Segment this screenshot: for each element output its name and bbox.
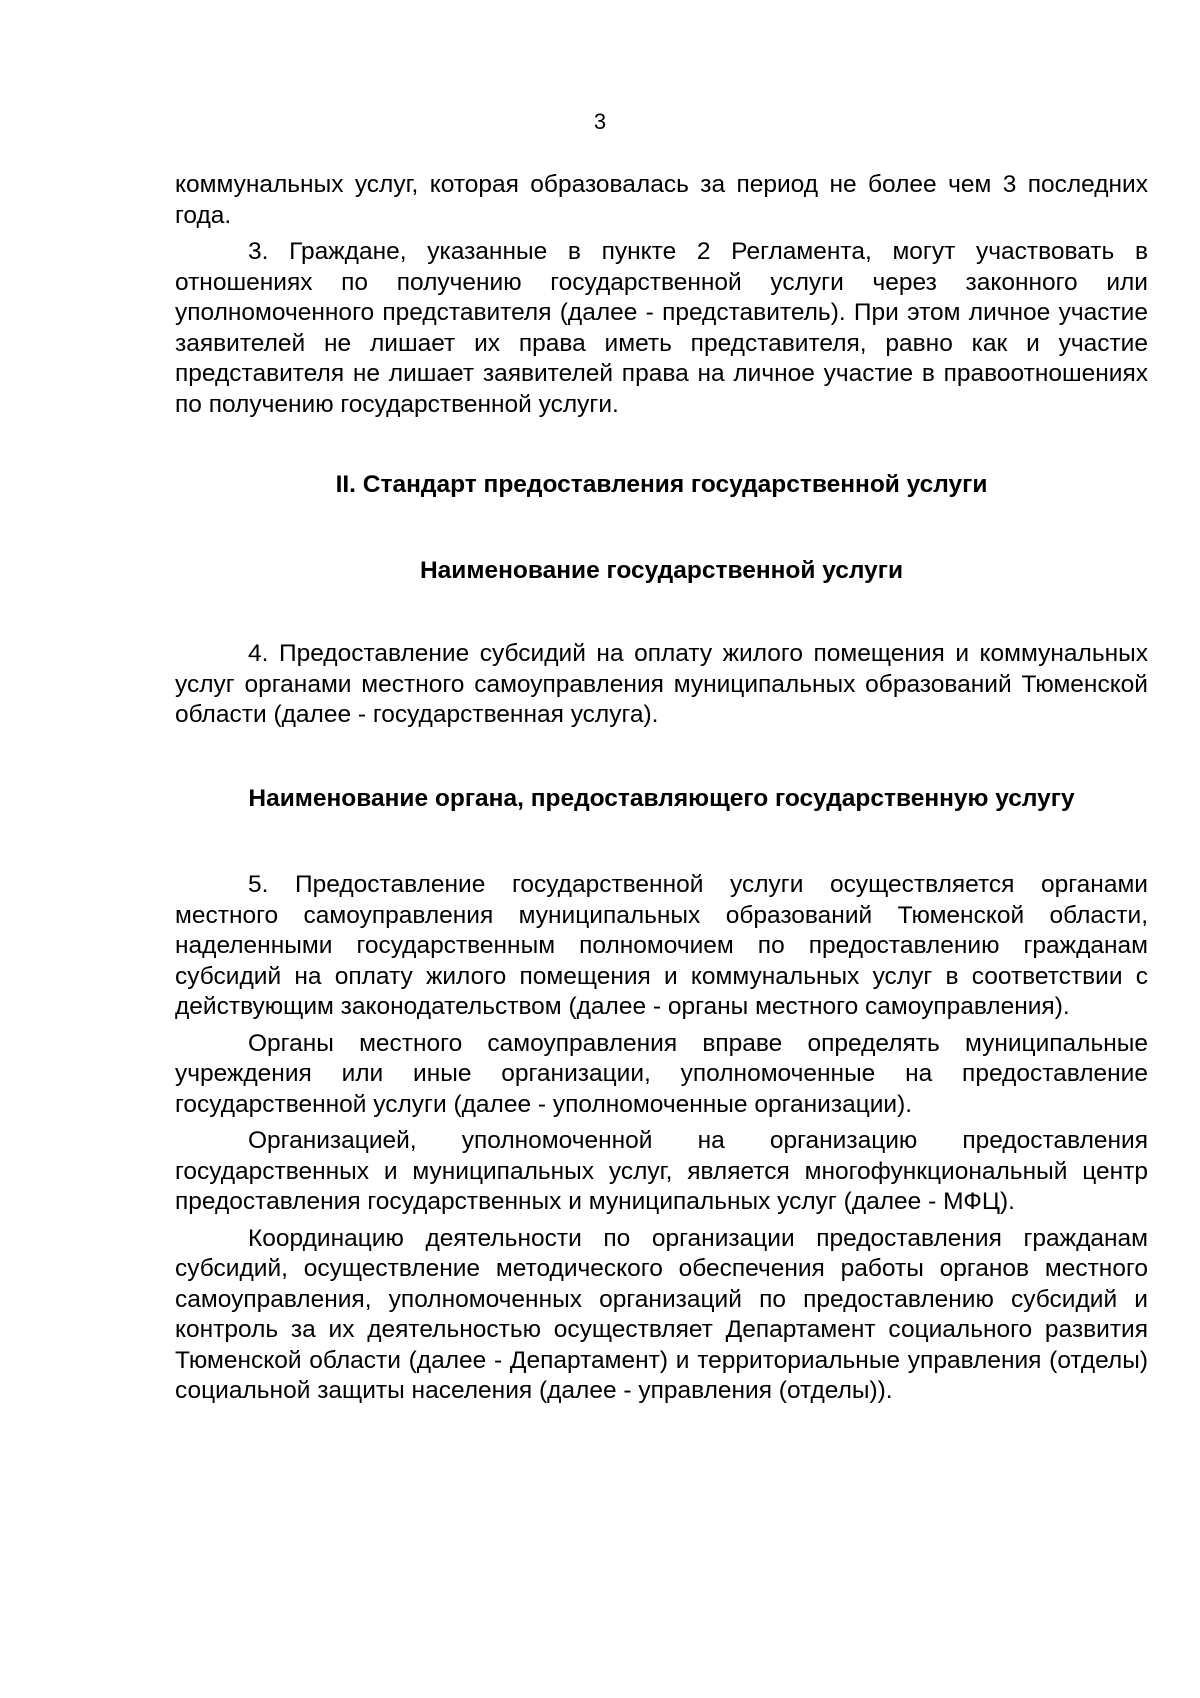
- paragraph-3: 3. Граждане, указанные в пункте 2 Регламента, могут участвовать в отношениях по получению государственной услуги через законного или уполномоченного представителя (далее - представитель). При этом личное участие заявителей не лишает их права иметь представителя, равно как и участие представителя не лишает заявителей права на личное участие в правоотношениях по получению государственной услуги.: [175, 238, 1148, 418]
- paragraph-4: 4. Предоставление субсидий на оплату жилого помещения и коммунальных услуг органами местного самоуправления муниципальных образований Тюменской области (далее - государственная услуга).: [175, 640, 1148, 728]
- section-heading: II. Стандарт предоставления государственной услуги: [335, 471, 988, 498]
- paragraph-5: 5. Предоставление государственной услуги осуществляется органами местного самоуправления муниципальных образований Тюменской области, наделенными государственным полномочием по предоставлению гражданам субсидий на оплату жилого помещения и коммунальных услуг в соответствии с действующим законодательством (далее - органы местного самоуправления).: [175, 871, 1148, 1020]
- paragraph-5-4: Координацию деятельности по организации предоставления гражданам субсидий, осуществление методического обеспечения работы органов местного самоуправления, уполномоченных организаций по предоставлению субсидий и контроль за их деятельностью осуществляет Департамент социального развития Тюменской области (далее - Департамент) и территориальные управления (отделы) социальной защиты населения (далее - управления (отделы)).: [175, 1224, 1148, 1404]
- paragraph-continuation: коммунальных услуг, которая образовалась за период не более чем 3 последних года.: [175, 171, 1148, 229]
- paragraph-5-2: Органы местного самоуправления вправе определять муниципальные учреждения или иные организации, уполномоченные на предоставление государственной услуги (далее - уполномоченные организации).: [175, 1029, 1148, 1118]
- document-body: [175, 170, 1148, 1407]
- subheading-organ-name: Наименование органа, предоставляющего государственную услугу: [248, 784, 1075, 812]
- subheading-service-name: Наименование государственной услуги: [419, 556, 904, 584]
- paragraph-5-3: Организацией, уполномоченной на организацию предоставления государственных и муниципальных услуг, является многофункциональный центр предоставления государственных и муниципальных услуг (далее - МФЦ).: [175, 1127, 1148, 1215]
- page-number: 3: [593, 109, 607, 134]
